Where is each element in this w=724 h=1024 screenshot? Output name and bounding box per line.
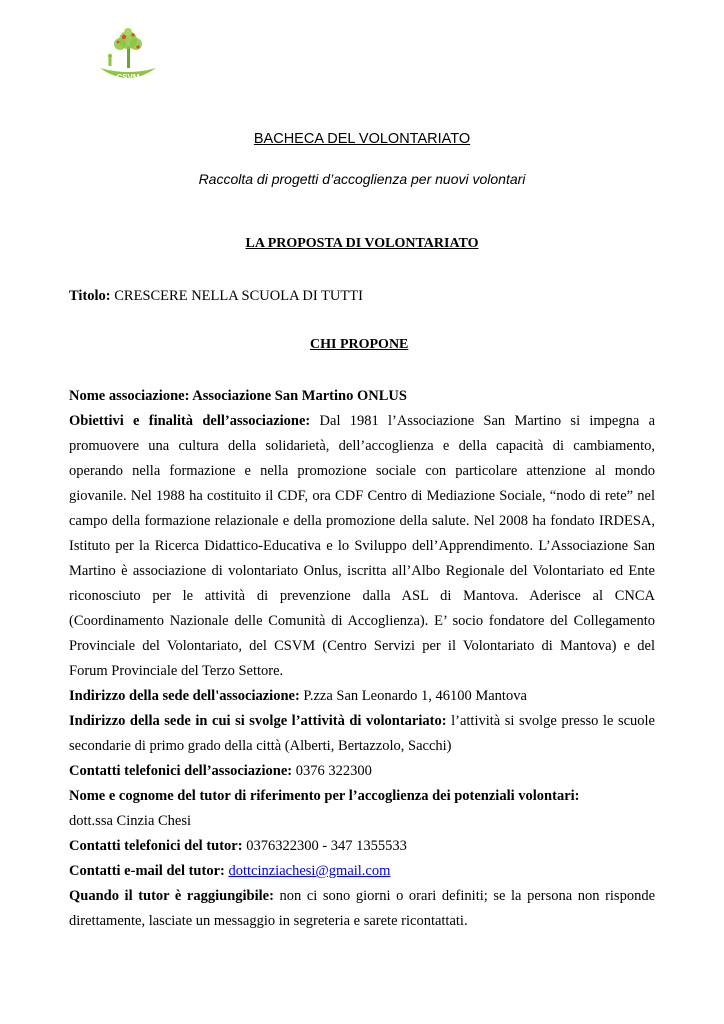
- telefono-assoc-label: Contatti telefonici dell’associazione:: [69, 763, 293, 779]
- sede-label: Indirizzo della sede dell'associazione:: [69, 688, 300, 704]
- csvm-logo: [98, 26, 158, 88]
- email-tutor-row: [69, 859, 655, 884]
- tutor-name: dott.ssa Cinzia Chesi: [69, 813, 192, 829]
- titolo-value: CRESCERE NELLA SCUOLA DI TUTTI: [114, 288, 363, 304]
- obiettivi-label: Obiettivi e finalità dell’associazione:: [69, 413, 311, 429]
- tree-icon: [108, 28, 142, 68]
- obiettivi-line: (Coordinamento Nazionale delle Comunità di Accoglienza). E’ socio fondatore del Collegamento: [69, 613, 655, 629]
- telefono-assoc-value: 0376 322300: [295, 763, 372, 779]
- obiettivi-line: Martino è associazione di volontariato Onlus, iscritta all’Albo Regionale del Volontariato ed Ente: [69, 563, 655, 579]
- page-subtitle: Raccolta di progetti d’accoglienza per nuovi volontari: [198, 171, 526, 187]
- telefono-tutor-row: [69, 834, 655, 859]
- obiettivi-line: campo della formazione relazionale e della promozione della salute. Nel 2008 ha fondato IRDESA,: [69, 513, 655, 529]
- email-tutor-link[interactable]: dottcinziachesi@gmail.com: [228, 863, 391, 879]
- section-heading-chi-propone: CHI PROPONE: [310, 337, 409, 352]
- attivita-row: [69, 709, 655, 734]
- tutor-row: [69, 784, 655, 809]
- attivita-label: Indirizzo della sede in cui si svolge l’attività di volontariato:: [69, 713, 447, 729]
- obiettivi-line: Provinciale del Volontariato, del CSVM (Centro Servizi per il Volontariato di Mantova) e del: [69, 638, 655, 654]
- obiettivi-line: operando nella formazione e nella promozione sociale con particolare attenzione al mondo: [69, 463, 655, 479]
- sede-value: P.zza San Leonardo 1, 46100 Mantova: [303, 688, 527, 704]
- telefono-tutor-label: Contatti telefonici del tutor:: [69, 838, 243, 854]
- obiettivi-line: riconosciuto per le attività di prevenzione dalla ASL di Mantova. Aderisce al CNCA: [69, 588, 655, 604]
- raggiungibile-line2: direttamente, lasciate un messaggio in segreteria e sarete ricontattati.: [69, 913, 468, 929]
- page-title: BACHECA DEL VOLONTARIATO: [253, 131, 471, 147]
- obiettivi-text: Dal 1981 l’Associazione San Martino si impegna a: [319, 413, 656, 429]
- attivita-line2: secondarie di primo grado della città (Alberti, Bertazzolo, Sacchi): [69, 738, 452, 754]
- raggiungibile-value: non ci sono giorni o orari definiti; se la persona non risponde: [279, 888, 656, 904]
- obiettivi-line: promuovere una cultura della solidarietà, dell’accoglienza e della capacità di cambiamento,: [69, 438, 655, 454]
- obiettivi-line: Forum Provinciale del Terzo Settore.: [69, 663, 284, 679]
- sede-row: [69, 684, 655, 709]
- section-heading-proposta: LA PROPOSTA DI VOLONTARIATO: [245, 236, 479, 251]
- tutor-label: Nome e cognome del tutor di riferimento per l’accoglienza dei potenziali volontari:: [69, 788, 580, 804]
- titolo-row: [69, 284, 655, 309]
- email-tutor-label: Contatti e-mail del tutor:: [69, 863, 225, 879]
- nome-associazione: [69, 384, 655, 409]
- logo-text: CSVM: [116, 73, 140, 82]
- obiettivi-line: giovanile. Nel 1988 ha costituito il CDF, ora CDF Centro di Mediazione Sociale, “nodo di rete” nel: [69, 488, 655, 504]
- telefono-associazione-row: [69, 759, 655, 784]
- raggiungibile-row: [69, 884, 655, 909]
- obiettivi-line: Istituto per la Ricerca Didattico-Educativa e lo Sviluppo dell’Apprendimento. L’Associazione San: [69, 538, 655, 554]
- titolo-label: Titolo:: [69, 288, 111, 304]
- nome-label: Nome associazione: Associazione San Martino ONLUS: [69, 388, 407, 404]
- obiettivi-line: [69, 409, 655, 434]
- raggiungibile-label: Quando il tutor è raggiungibile:: [69, 888, 274, 904]
- telefono-tutor-value: 0376322300 - 347 1355533: [246, 838, 407, 854]
- attivita-value: l’attività si svolge presso le scuole: [451, 713, 655, 729]
